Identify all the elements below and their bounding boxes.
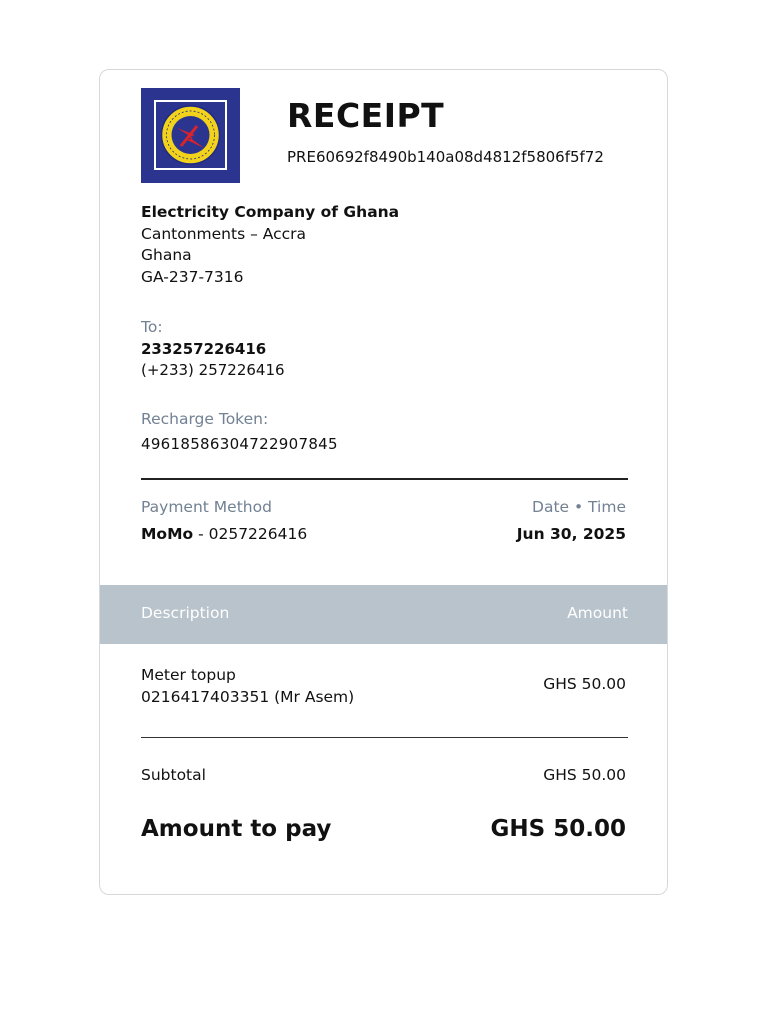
company-country: Ghana	[141, 246, 192, 264]
company-address	[141, 202, 399, 288]
recipient-phone: (+233) 257226416	[141, 361, 285, 379]
recipient-block	[141, 317, 285, 382]
subtotal-value: GHS 50.00	[543, 766, 626, 784]
receipt-card	[99, 69, 668, 895]
recharge-token-block	[141, 410, 338, 453]
payment-method-separator: -	[193, 525, 209, 543]
ecg-logo-icon	[141, 88, 240, 183]
amount-to-pay-value: GHS 50.00	[490, 816, 626, 842]
recharge-token-value: 49618586304722907845	[141, 435, 338, 453]
description-column-header: Description	[141, 604, 230, 622]
receipt-title: RECEIPT	[287, 96, 445, 135]
payment-method-name: MoMo	[141, 525, 194, 543]
items-table-header	[100, 585, 668, 644]
date-time-block	[517, 498, 626, 543]
totals-divider	[141, 737, 628, 738]
company-address-line: Cantonments – Accra	[141, 224, 306, 243]
recharge-token-label: Recharge Token:	[141, 410, 269, 428]
subtotal-label: Subtotal	[141, 766, 206, 784]
payment-method-value	[141, 525, 307, 543]
date-time-label: Date • Time	[532, 498, 626, 516]
line-item-detail: 0216417403351 (Mr Asem)	[141, 688, 355, 706]
company-postal-code: GA-237-7316	[141, 267, 244, 286]
payment-date: Jun 30, 2025	[516, 525, 626, 543]
recipient-account: 233257226416	[141, 339, 267, 358]
line-item-amount: GHS 50.00	[543, 675, 626, 693]
receipt-number: PRE60692f8490b140a08d4812f5806f5f72	[287, 148, 604, 166]
company-name: Electricity Company of Ghana	[141, 203, 400, 221]
line-item-description	[141, 664, 354, 708]
amount-to-pay-label: Amount to pay	[141, 816, 332, 842]
payment-method-number: 0257226416	[208, 525, 308, 543]
recipient-label: To:	[141, 318, 163, 336]
payment-method-block	[141, 498, 307, 543]
line-item-title: Meter topup	[141, 666, 236, 684]
amount-column-header: Amount	[567, 604, 628, 622]
section-divider	[141, 478, 628, 480]
payment-method-label: Payment Method	[141, 498, 272, 516]
